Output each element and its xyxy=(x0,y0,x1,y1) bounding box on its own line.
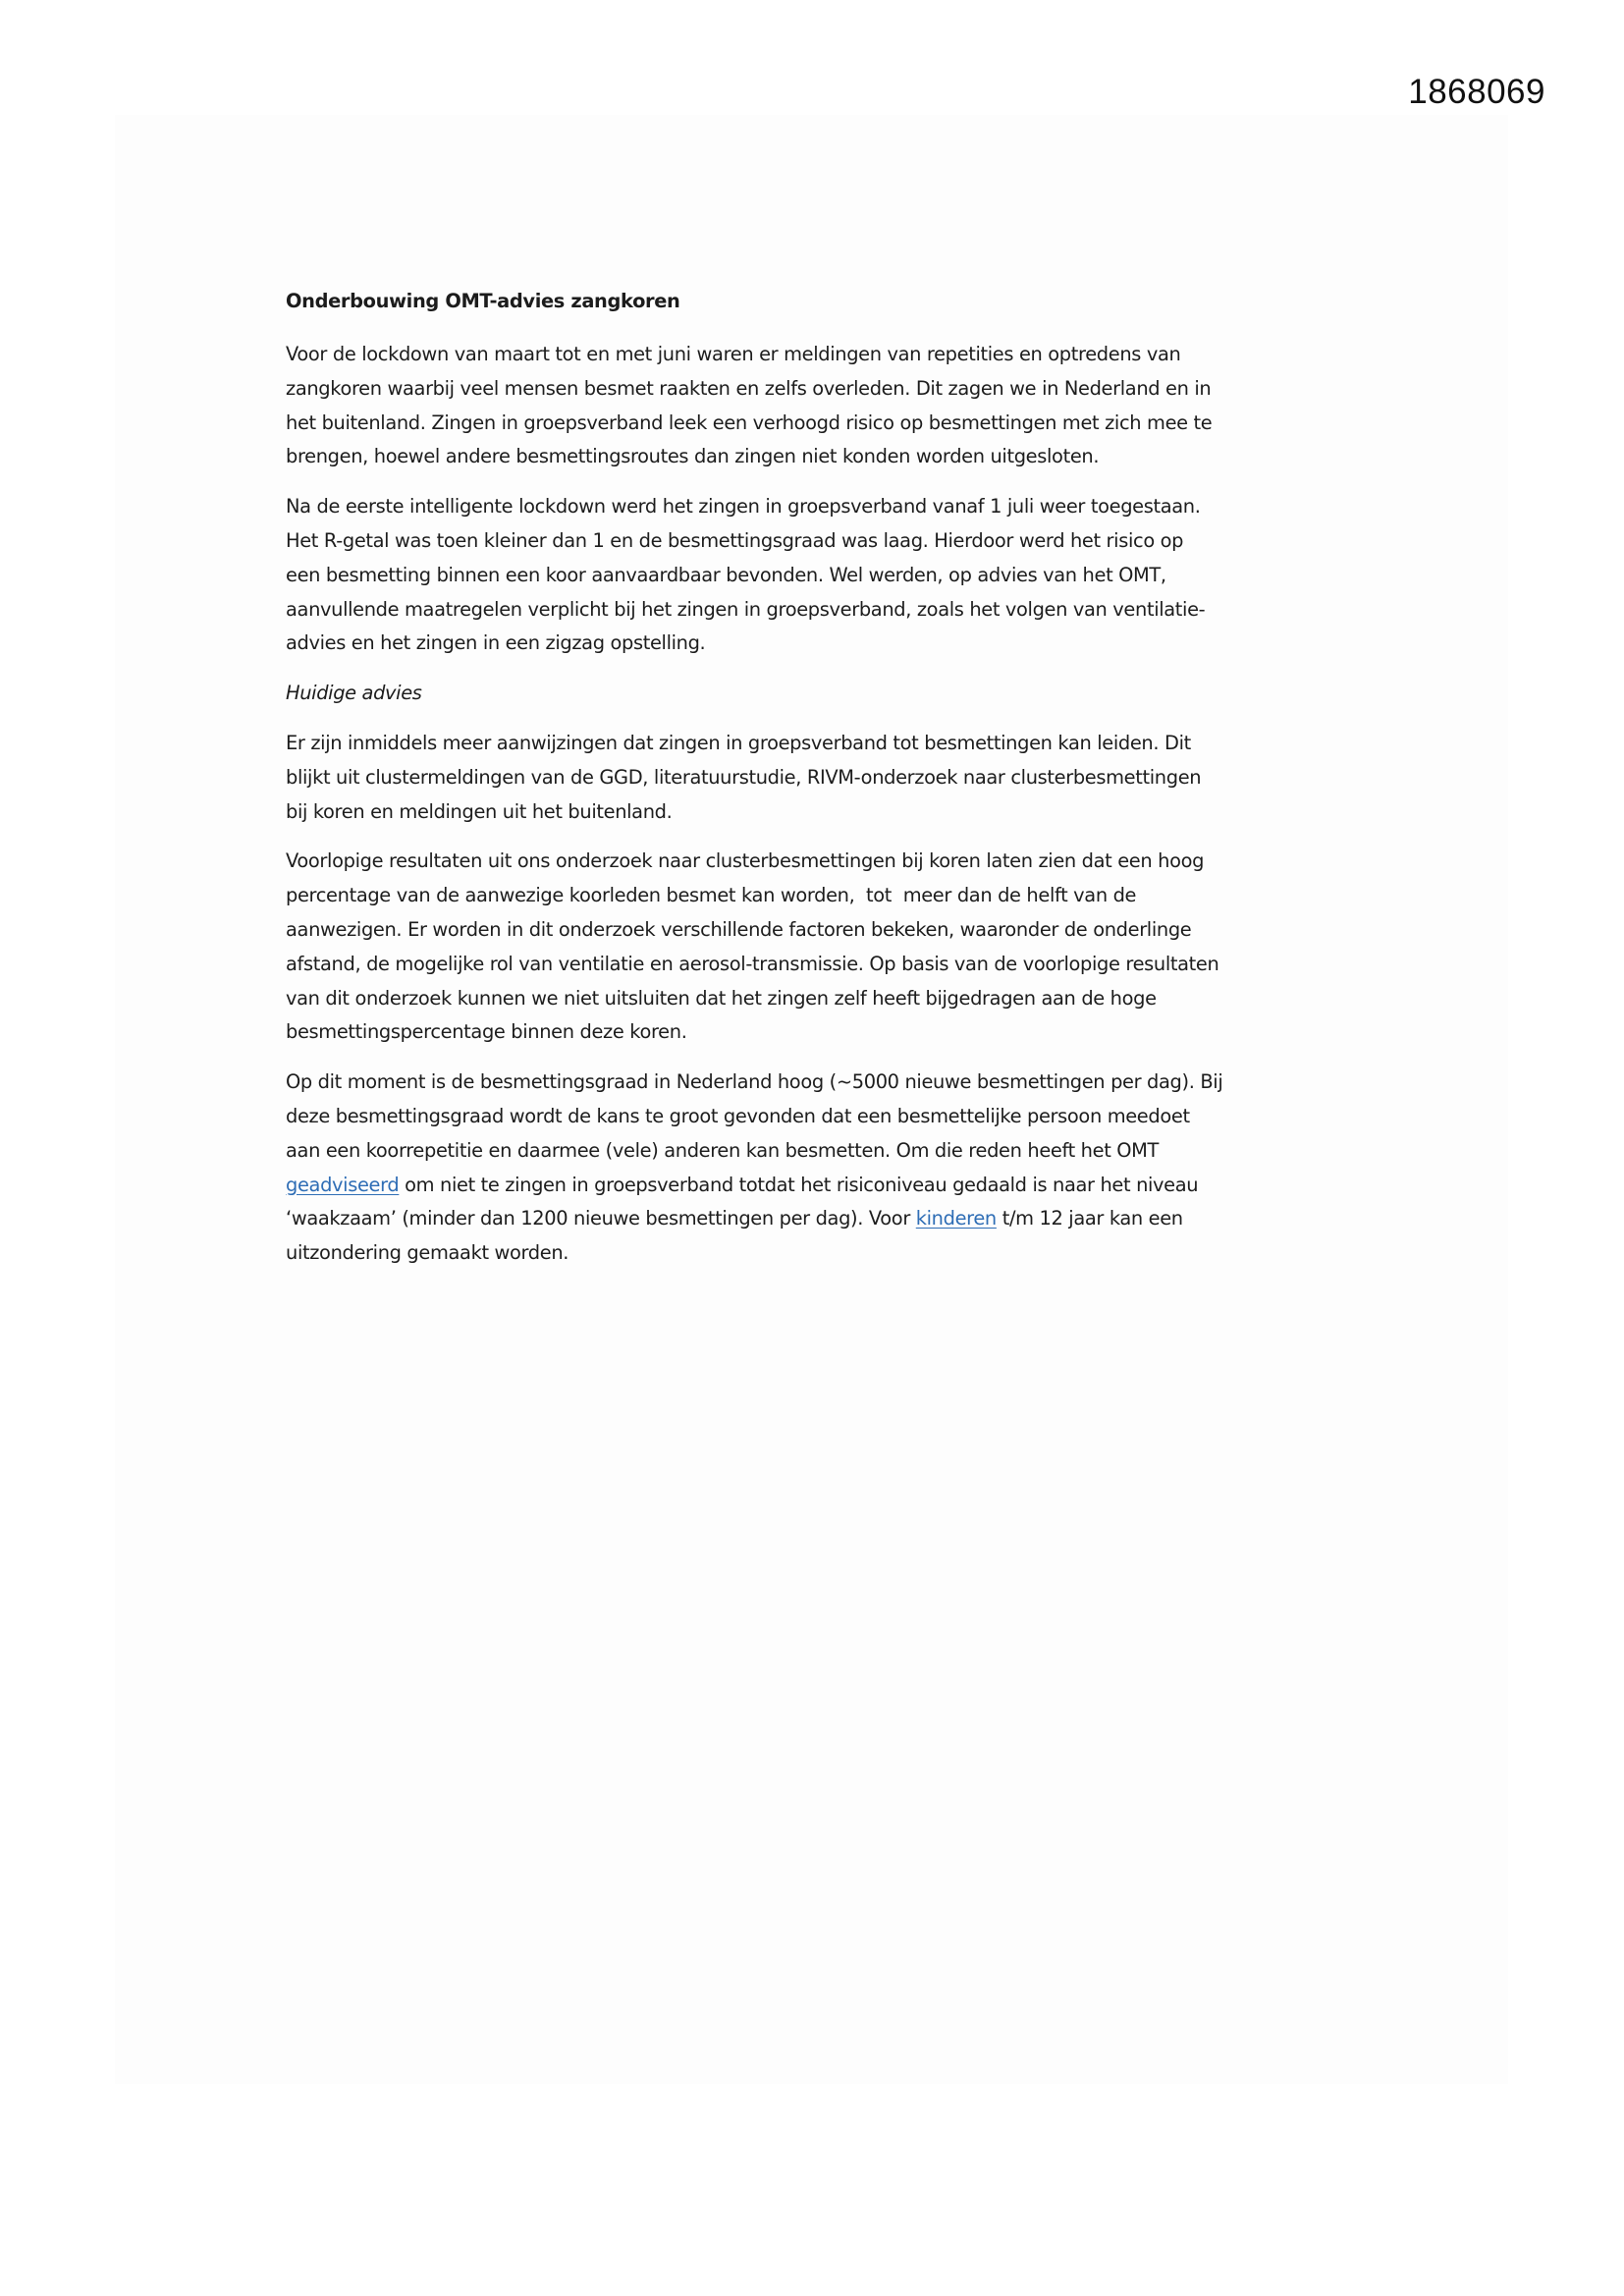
text-line: Voorlopige resultaten uit ons onderzoek naar clusterbesmettingen bij koren laten zien dat een hoog xyxy=(286,849,1205,873)
text-segment: ‘waakzaam’ (minder dan 1200 nieuwe besmettingen per dag). Voor xyxy=(286,1207,916,1230)
text-line: een besmetting binnen een koor aanvaardbaar bevonden. Wel werden, op advies van het OMT, xyxy=(286,563,1166,586)
text-line: Na de eerste intelligente lockdown werd het zingen in groepsverband vanaf 1 juli weer toegestaan. xyxy=(286,495,1201,519)
paragraph-after-lockdown xyxy=(286,490,1366,661)
text-line: uitzondering gemaakt worden. xyxy=(286,1241,569,1265)
text-segment: t/m 12 jaar kan een xyxy=(996,1207,1183,1230)
paragraph-intro xyxy=(286,338,1366,474)
text-line: bij koren en meldingen uit het buitenland. xyxy=(286,799,673,823)
text-line: aan een koorrepetitie en daarmee (vele) anderen kan besmetten. Om die reden heeft het OMT xyxy=(286,1138,1160,1162)
text-line: afstand, de mogelijke rol van ventilatie en aerosol-transmissie. Op basis van de voorlopige resultaten xyxy=(286,952,1219,975)
document-number: 1868069 xyxy=(1408,73,1545,111)
text-line: percentage van de aanwezige koorleden besmet kan worden, tot meer dan de helft van de xyxy=(286,884,1137,907)
text-line: van dit onderzoek kunnen we niet uitsluiten dat het zingen zelf heeft bijgedragen aan de hoge xyxy=(286,986,1157,1010)
paragraph-preliminary-results xyxy=(286,845,1366,1050)
document-title: Onderbouwing OMT-advies zangkoren xyxy=(286,290,680,312)
text-line: aanvullende maatregelen verplicht bij het zingen in groepsverband, zoals het volgen van ventilatie- xyxy=(286,597,1206,621)
text-line: deze besmettingsgraad wordt de kans te groot gevonden dat een besmettelijke persoon meedoet xyxy=(286,1104,1190,1127)
text-line: Het R-getal was toen kleiner dan 1 en de besmettingsgraad was laag. Hierdoor werd het risico op xyxy=(286,528,1184,552)
text-line: brengen, hoewel andere besmettingsroutes dan zingen niet konden worden uitgesloten. xyxy=(286,445,1100,468)
text-line: besmettingspercentage binnen deze koren. xyxy=(286,1020,687,1044)
section-subheading: Huidige advies xyxy=(286,682,422,705)
text-line: blijkt uit clustermeldingen van de GGD, literatuurstudie, RIVM-onderzoek naar clusterbesmettingen xyxy=(286,765,1202,789)
link-geadviseerd[interactable]: geadviseerd xyxy=(286,1173,400,1196)
text-line: aanwezigen. Er worden in dit onderzoek verschillende factoren bekeken, waaronder de onderlinge xyxy=(286,917,1192,941)
text-line: zangkoren waarbij veel mensen besmet raakten en zelfs overleden. Dit zagen we in Nederland en in xyxy=(286,376,1212,400)
text-line xyxy=(286,1202,1366,1236)
link-kinderen[interactable]: kinderen xyxy=(915,1207,997,1230)
text-line: Op dit moment is de besmettingsgraad in Nederland hoog (~5000 nieuwe besmettingen per dag). Bij xyxy=(286,1070,1223,1094)
paragraph-evidence xyxy=(286,727,1366,829)
paragraph-current-advice xyxy=(286,1066,1366,1271)
text-line: advies en het zingen in een zigzag opstelling. xyxy=(286,631,706,655)
document-body xyxy=(286,285,1366,1286)
text-line: Er zijn inmiddels meer aanwijzingen dat zingen in groepsverband tot besmettingen kan leiden. Dit xyxy=(286,731,1191,754)
text-line: het buitenland. Zingen in groepsverband leek een verhoogd risico op besmettingen met zich mee te xyxy=(286,410,1213,434)
text-segment: om niet te zingen in groepsverband totdat het risiconiveau gedaald is naar het niveau xyxy=(399,1173,1199,1196)
text-line: Voor de lockdown van maart tot en met juni waren er meldingen van repetities en optredens van xyxy=(286,343,1181,365)
text-line xyxy=(286,1169,1366,1203)
